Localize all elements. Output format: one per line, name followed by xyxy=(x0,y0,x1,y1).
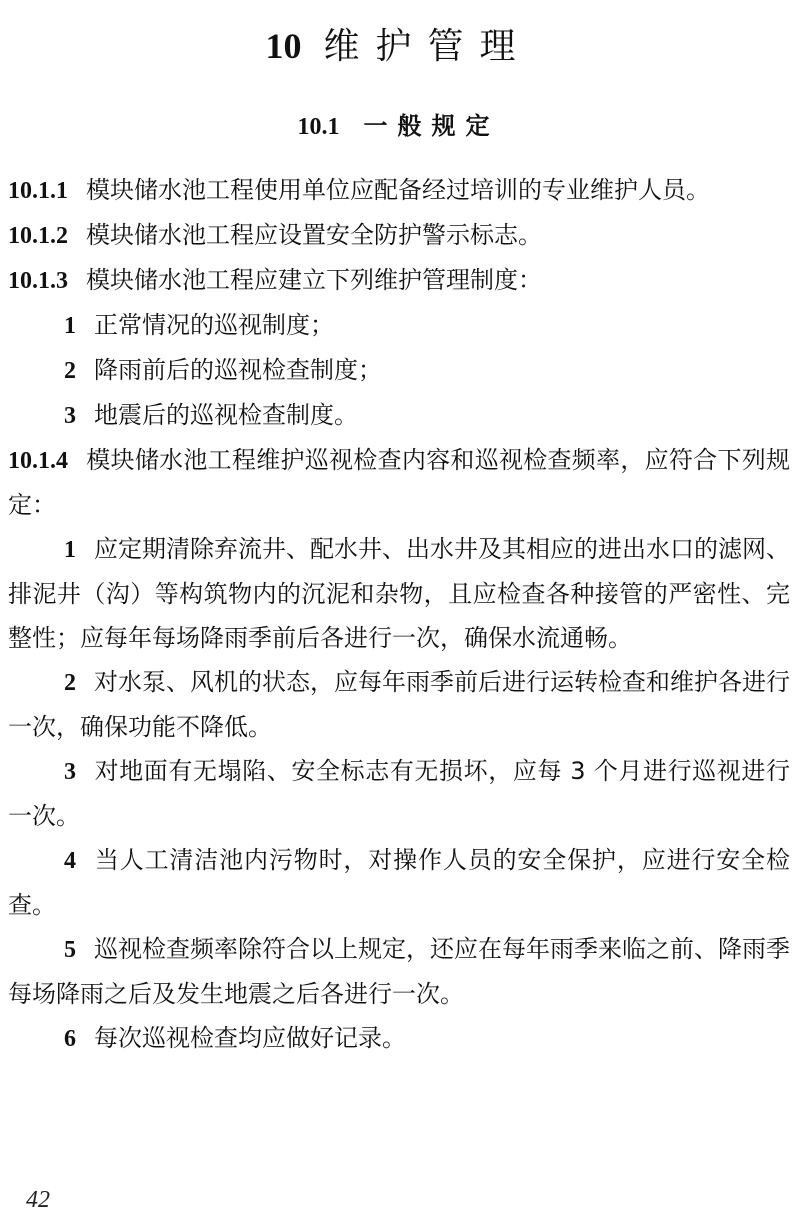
list-item xyxy=(8,348,790,393)
item-number: 3 xyxy=(64,403,76,429)
item-text: 应定期清除弃流井、配水井、出水井及其相应的进出水口的滤网、排泥井（沟）等构筑物内的沉泥和杂物，且应检查各种接管的严密性、完整性；应每年每场降雨季前后各进行一次，确保水流通畅。 xyxy=(8,535,790,652)
clause-10-1-1 xyxy=(8,168,790,213)
clause-10-1-2 xyxy=(8,213,790,258)
document-body xyxy=(8,168,790,1061)
clause-number: 10.1.3 xyxy=(8,268,68,294)
chapter-number: 10 xyxy=(265,26,302,66)
clause-text: 模块储水池工程使用单位应配备经过培训的专业维护人员。 xyxy=(86,176,710,204)
item-number: 5 xyxy=(64,937,76,963)
item-text: 每次巡视检查均应做好记录。 xyxy=(94,1024,406,1052)
clause-10-1-3 xyxy=(8,258,790,303)
list-item xyxy=(8,1016,790,1061)
item-number: 1 xyxy=(64,313,76,339)
list-item xyxy=(8,303,790,348)
item-text: 当人工清洁池内污物时，对操作人员的安全保护，应进行安全检查。 xyxy=(8,846,790,919)
list-item xyxy=(8,749,790,838)
list-item xyxy=(8,660,790,749)
list-item xyxy=(8,393,790,438)
item-number: 1 xyxy=(64,537,76,563)
item-text: 对地面有无塌陷、安全标志有无损坏，应每 3 个月进行巡视进行一次。 xyxy=(8,757,790,830)
clause-text: 模块储水池工程应设置安全防护警示标志。 xyxy=(86,221,542,249)
item-text: 巡视检查频率除符合以上规定，还应在每年雨季来临之前、降雨季每场降雨之后及发生地震之后各进行一次。 xyxy=(8,935,790,1008)
item-text: 对水泵、风机的状态，应每年雨季前后进行运转检查和维护各进行一次，确保功能不降低。 xyxy=(8,668,790,741)
item-text: 正常情况的巡视制度； xyxy=(94,311,334,339)
item-number: 6 xyxy=(64,1026,76,1052)
chapter-title xyxy=(0,18,797,69)
clause-number: 10.1.1 xyxy=(8,178,68,204)
section-title xyxy=(0,106,797,141)
clause-text: 模块储水池工程维护巡视检查内容和巡视检查频率，应符合下列规定： xyxy=(8,446,790,519)
item-number: 4 xyxy=(64,848,76,874)
list-item xyxy=(8,527,790,660)
item-number: 3 xyxy=(64,759,76,785)
list-item xyxy=(8,838,790,927)
page-number: 42 xyxy=(26,1187,50,1213)
item-number: 2 xyxy=(64,670,76,696)
chapter-title-text: 维护管理 xyxy=(323,26,532,67)
clause-10-1-4 xyxy=(8,438,790,527)
clause-number: 10.1.2 xyxy=(8,223,68,249)
item-text: 降雨前后的巡视检查制度； xyxy=(94,356,382,384)
section-title-text: 一般规定 xyxy=(363,112,500,140)
list-item xyxy=(8,927,790,1016)
section-number: 10.1 xyxy=(297,114,340,140)
item-text: 地震后的巡视检查制度。 xyxy=(94,401,358,429)
item-number: 2 xyxy=(64,358,76,384)
clause-number: 10.1.4 xyxy=(8,448,68,474)
clause-text: 模块储水池工程应建立下列维护管理制度： xyxy=(86,266,542,294)
